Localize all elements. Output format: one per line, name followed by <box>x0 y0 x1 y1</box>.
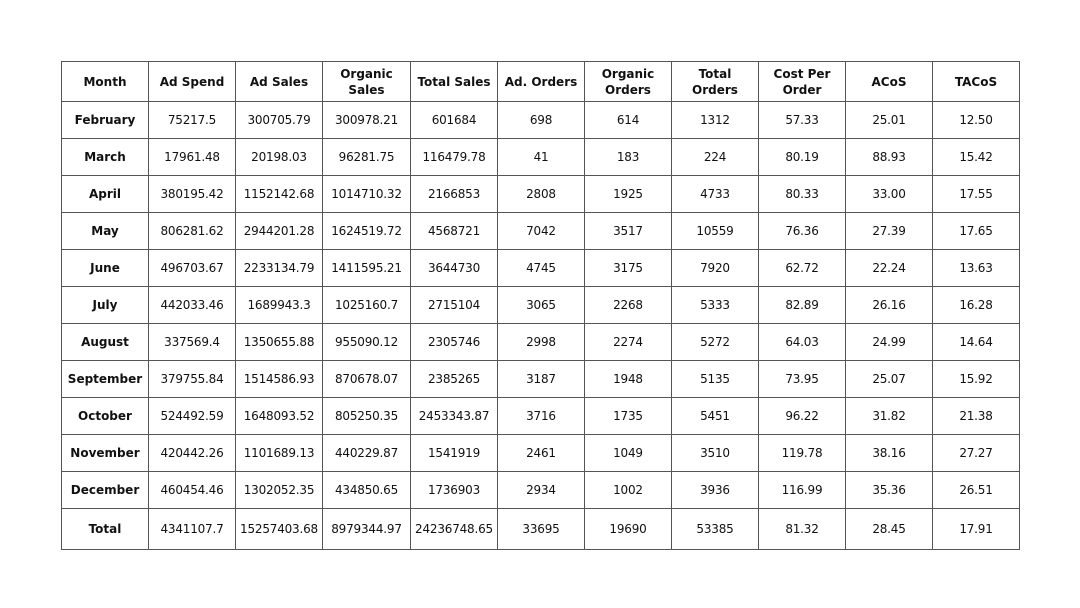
table-row <box>62 287 1020 324</box>
table-cell: 2808 <box>498 176 585 213</box>
table-cell: 4745 <box>498 250 585 287</box>
table-cell: 22.24 <box>846 250 933 287</box>
total-row <box>62 509 1020 550</box>
table-cell: 460454.46 <box>149 472 236 509</box>
table-cell: 434850.65 <box>323 472 411 509</box>
row-month-label: July <box>62 287 149 324</box>
table-cell: 3175 <box>585 250 672 287</box>
table-cell: 3936 <box>672 472 759 509</box>
table-cell: 116.99 <box>759 472 846 509</box>
table-body <box>62 102 1020 550</box>
table-cell: 82.89 <box>759 287 846 324</box>
table-cell: 2385265 <box>411 361 498 398</box>
table-row <box>62 435 1020 472</box>
table-cell: 300705.79 <box>236 102 323 139</box>
table-row <box>62 472 1020 509</box>
table-cell: 80.19 <box>759 139 846 176</box>
total-label: Total <box>62 509 149 550</box>
table-header-row <box>62 62 1020 102</box>
table-cell: 3187 <box>498 361 585 398</box>
total-cell: 28.45 <box>846 509 933 550</box>
column-header: ACoS <box>846 62 933 102</box>
table-cell: 1101689.13 <box>236 435 323 472</box>
table-cell: 2274 <box>585 324 672 361</box>
table-cell: 17.65 <box>933 213 1020 250</box>
table-cell: 1049 <box>585 435 672 472</box>
table-cell: 96281.75 <box>323 139 411 176</box>
table-cell: 1736903 <box>411 472 498 509</box>
row-month-label: September <box>62 361 149 398</box>
table-cell: 3644730 <box>411 250 498 287</box>
table-cell: 805250.35 <box>323 398 411 435</box>
table-cell: 26.16 <box>846 287 933 324</box>
column-header: Ad. Orders <box>498 62 585 102</box>
table-cell: 1948 <box>585 361 672 398</box>
table-cell: 614 <box>585 102 672 139</box>
table-cell: 224 <box>672 139 759 176</box>
table-cell: 38.16 <box>846 435 933 472</box>
table-cell: 119.78 <box>759 435 846 472</box>
row-month-label: April <box>62 176 149 213</box>
table-cell: 1514586.93 <box>236 361 323 398</box>
table-cell: 379755.84 <box>149 361 236 398</box>
total-cell: 4341107.7 <box>149 509 236 550</box>
column-header: Organic Sales <box>323 62 411 102</box>
table-cell: 1312 <box>672 102 759 139</box>
table-cell: 420442.26 <box>149 435 236 472</box>
table-row <box>62 213 1020 250</box>
table-cell: 1152142.68 <box>236 176 323 213</box>
table-cell: 62.72 <box>759 250 846 287</box>
table-cell: 73.95 <box>759 361 846 398</box>
table-cell: 2998 <box>498 324 585 361</box>
table-cell: 88.93 <box>846 139 933 176</box>
table-cell: 41 <box>498 139 585 176</box>
table-cell: 183 <box>585 139 672 176</box>
table-cell: 64.03 <box>759 324 846 361</box>
table-cell: 806281.62 <box>149 213 236 250</box>
table-cell: 1648093.52 <box>236 398 323 435</box>
column-header: Month <box>62 62 149 102</box>
table-cell: 1014710.32 <box>323 176 411 213</box>
table-cell: 26.51 <box>933 472 1020 509</box>
table-cell: 10559 <box>672 213 759 250</box>
table-cell: 27.27 <box>933 435 1020 472</box>
table-row <box>62 102 1020 139</box>
table-cell: 337569.4 <box>149 324 236 361</box>
table-cell: 13.63 <box>933 250 1020 287</box>
table-cell: 1925 <box>585 176 672 213</box>
table-cell: 24.99 <box>846 324 933 361</box>
row-month-label: March <box>62 139 149 176</box>
table-row <box>62 324 1020 361</box>
total-cell: 8979344.97 <box>323 509 411 550</box>
table-cell: 17961.48 <box>149 139 236 176</box>
table-cell: 4568721 <box>411 213 498 250</box>
column-header: Organic Orders <box>585 62 672 102</box>
table-cell: 21.38 <box>933 398 1020 435</box>
table-cell: 33.00 <box>846 176 933 213</box>
table-cell: 1025160.7 <box>323 287 411 324</box>
table-cell: 3065 <box>498 287 585 324</box>
column-header: Total Orders <box>672 62 759 102</box>
table-cell: 5272 <box>672 324 759 361</box>
row-month-label: December <box>62 472 149 509</box>
total-cell: 15257403.68 <box>236 509 323 550</box>
table-cell: 7920 <box>672 250 759 287</box>
table-cell: 17.55 <box>933 176 1020 213</box>
table-cell: 5451 <box>672 398 759 435</box>
table-row <box>62 398 1020 435</box>
column-header: TACoS <box>933 62 1020 102</box>
table-cell: 15.92 <box>933 361 1020 398</box>
table-cell: 1689943.3 <box>236 287 323 324</box>
table-cell: 2233134.79 <box>236 250 323 287</box>
row-month-label: October <box>62 398 149 435</box>
table-cell: 76.36 <box>759 213 846 250</box>
column-header: Ad Sales <box>236 62 323 102</box>
table-cell: 1735 <box>585 398 672 435</box>
table-cell: 3517 <box>585 213 672 250</box>
row-month-label: November <box>62 435 149 472</box>
table-cell: 1411595.21 <box>323 250 411 287</box>
monthly-sales-table-container <box>61 61 1019 550</box>
table-cell: 80.33 <box>759 176 846 213</box>
table-cell: 870678.07 <box>323 361 411 398</box>
table-cell: 35.36 <box>846 472 933 509</box>
row-month-label: May <box>62 213 149 250</box>
column-header: Ad Spend <box>149 62 236 102</box>
table-cell: 2944201.28 <box>236 213 323 250</box>
total-cell: 81.32 <box>759 509 846 550</box>
table-cell: 1002 <box>585 472 672 509</box>
table-cell: 3716 <box>498 398 585 435</box>
table-row <box>62 139 1020 176</box>
table-cell: 7042 <box>498 213 585 250</box>
total-cell: 19690 <box>585 509 672 550</box>
table-row <box>62 361 1020 398</box>
table-cell: 25.01 <box>846 102 933 139</box>
table-cell: 12.50 <box>933 102 1020 139</box>
table-cell: 300978.21 <box>323 102 411 139</box>
table-cell: 57.33 <box>759 102 846 139</box>
column-header: Total Sales <box>411 62 498 102</box>
table-cell: 31.82 <box>846 398 933 435</box>
table-cell: 2934 <box>498 472 585 509</box>
table-cell: 20198.03 <box>236 139 323 176</box>
table-cell: 3510 <box>672 435 759 472</box>
monthly-sales-table <box>61 61 1020 550</box>
table-cell: 116479.78 <box>411 139 498 176</box>
table-cell: 955090.12 <box>323 324 411 361</box>
table-cell: 4733 <box>672 176 759 213</box>
total-cell: 53385 <box>672 509 759 550</box>
table-cell: 1302052.35 <box>236 472 323 509</box>
table-cell: 14.64 <box>933 324 1020 361</box>
table-cell: 25.07 <box>846 361 933 398</box>
total-cell: 33695 <box>498 509 585 550</box>
table-cell: 75217.5 <box>149 102 236 139</box>
row-month-label: June <box>62 250 149 287</box>
table-cell: 15.42 <box>933 139 1020 176</box>
table-cell: 1624519.72 <box>323 213 411 250</box>
table-cell: 442033.46 <box>149 287 236 324</box>
table-cell: 440229.87 <box>323 435 411 472</box>
table-cell: 380195.42 <box>149 176 236 213</box>
table-cell: 2166853 <box>411 176 498 213</box>
table-cell: 96.22 <box>759 398 846 435</box>
table-cell: 2715104 <box>411 287 498 324</box>
table-cell: 16.28 <box>933 287 1020 324</box>
table-cell: 5135 <box>672 361 759 398</box>
table-cell: 524492.59 <box>149 398 236 435</box>
table-cell: 2268 <box>585 287 672 324</box>
table-cell: 601684 <box>411 102 498 139</box>
table-cell: 5333 <box>672 287 759 324</box>
table-cell: 2453343.87 <box>411 398 498 435</box>
total-cell: 24236748.65 <box>411 509 498 550</box>
table-cell: 1541919 <box>411 435 498 472</box>
table-cell: 1350655.88 <box>236 324 323 361</box>
table-row <box>62 250 1020 287</box>
column-header: Cost Per Order <box>759 62 846 102</box>
table-cell: 2305746 <box>411 324 498 361</box>
table-cell: 2461 <box>498 435 585 472</box>
table-cell: 27.39 <box>846 213 933 250</box>
table-cell: 496703.67 <box>149 250 236 287</box>
total-cell: 17.91 <box>933 509 1020 550</box>
row-month-label: August <box>62 324 149 361</box>
table-cell: 698 <box>498 102 585 139</box>
table-row <box>62 176 1020 213</box>
row-month-label: February <box>62 102 149 139</box>
